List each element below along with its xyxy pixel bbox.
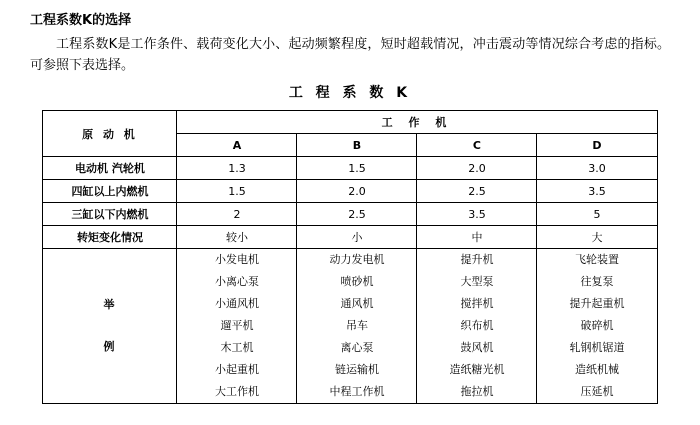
list-item: 小发电机	[214, 253, 259, 266]
list-item: 木工机	[220, 341, 254, 354]
table-cell: 较小	[177, 226, 297, 249]
list-item: 拖拉机	[460, 385, 494, 398]
table-cell: 2.0	[417, 157, 537, 180]
examples-column-a	[177, 249, 297, 404]
list-item: 飞轮装置	[574, 253, 619, 266]
intro-paragraph: 工程系数K是工作条件、载荷变化大小、起动频繁程度，短时超载情况，冲击震动等情况综合考虑的指标。可参照下表选择。	[30, 37, 670, 73]
list-item: 遛平机	[220, 319, 254, 332]
column-header-b: B	[297, 134, 417, 157]
table-row	[43, 157, 657, 180]
list-item: 离心泵	[340, 341, 374, 354]
row-label: 转矩变化情况	[43, 226, 177, 249]
table-cell: 2	[177, 203, 297, 226]
table-row	[43, 180, 657, 203]
list-item: 通风机	[340, 297, 374, 310]
row-label: 三缸以下内燃机	[43, 203, 177, 226]
table-row	[43, 111, 657, 134]
examples-label-line1: 举	[103, 298, 117, 311]
table-title: 工 程 系 数 K	[288, 85, 412, 101]
table-cell: 3.5	[537, 180, 657, 203]
list-item: 中程工作机	[329, 385, 385, 398]
table-cell: 小	[297, 226, 417, 249]
example-list	[417, 249, 536, 403]
example-list	[297, 249, 416, 403]
list-item: 吊车	[345, 319, 368, 332]
list-item: 小离心泵	[214, 275, 259, 288]
list-item: 造纸糖光机	[449, 363, 505, 376]
list-item: 动力发电机	[329, 253, 385, 266]
header-driver: 原 动 机	[43, 111, 177, 157]
table-cell: 3.0	[537, 157, 657, 180]
table-cell: 1.5	[177, 180, 297, 203]
list-item: 小通风机	[214, 297, 259, 310]
column-header-c: C	[417, 134, 537, 157]
list-item: 搅拌机	[460, 297, 494, 310]
examples-label-line2: 例	[103, 340, 117, 353]
example-list	[177, 249, 296, 403]
table-cell: 2.5	[417, 180, 537, 203]
list-item: 鼓风机	[460, 341, 494, 354]
table-row-examples	[43, 249, 657, 404]
list-item: 链运输机	[334, 363, 379, 376]
example-list	[537, 249, 656, 403]
table-cell: 5	[537, 203, 657, 226]
coefficient-table	[42, 110, 657, 404]
list-item: 织布机	[460, 319, 494, 332]
list-item: 造纸机械	[574, 363, 619, 376]
table-cell: 2.5	[297, 203, 417, 226]
column-header-a: A	[177, 134, 297, 157]
examples-column-b	[297, 249, 417, 404]
page-title: 工程系数K的选择	[30, 13, 132, 28]
table-cell: 3.5	[417, 203, 537, 226]
table-cell: 中	[417, 226, 537, 249]
list-item: 破碎机	[580, 319, 614, 332]
row-label: 四缸以上内燃机	[43, 180, 177, 203]
examples-column-c	[417, 249, 537, 404]
column-header-d: D	[537, 134, 657, 157]
table-cell: 1.3	[177, 157, 297, 180]
header-worker: 工 作 机	[177, 111, 657, 134]
list-item: 压延机	[580, 385, 614, 398]
list-item: 提升机	[460, 253, 494, 266]
table-row	[43, 203, 657, 226]
row-label: 电动机 汽轮机	[43, 157, 177, 180]
list-item: 轧钢机锯道	[569, 341, 625, 354]
table-cell: 1.5	[297, 157, 417, 180]
list-item: 往复泵	[580, 275, 614, 288]
list-item: 提升起重机	[569, 297, 625, 310]
list-item: 大型泵	[460, 275, 494, 288]
table-cell: 2.0	[297, 180, 417, 203]
table-row	[43, 226, 657, 249]
list-item: 喷砂机	[340, 275, 374, 288]
examples-column-d	[537, 249, 657, 404]
table-cell: 大	[537, 226, 657, 249]
list-item: 大工作机	[214, 385, 259, 398]
examples-row-label	[43, 249, 177, 404]
list-item: 小起重机	[214, 363, 259, 376]
